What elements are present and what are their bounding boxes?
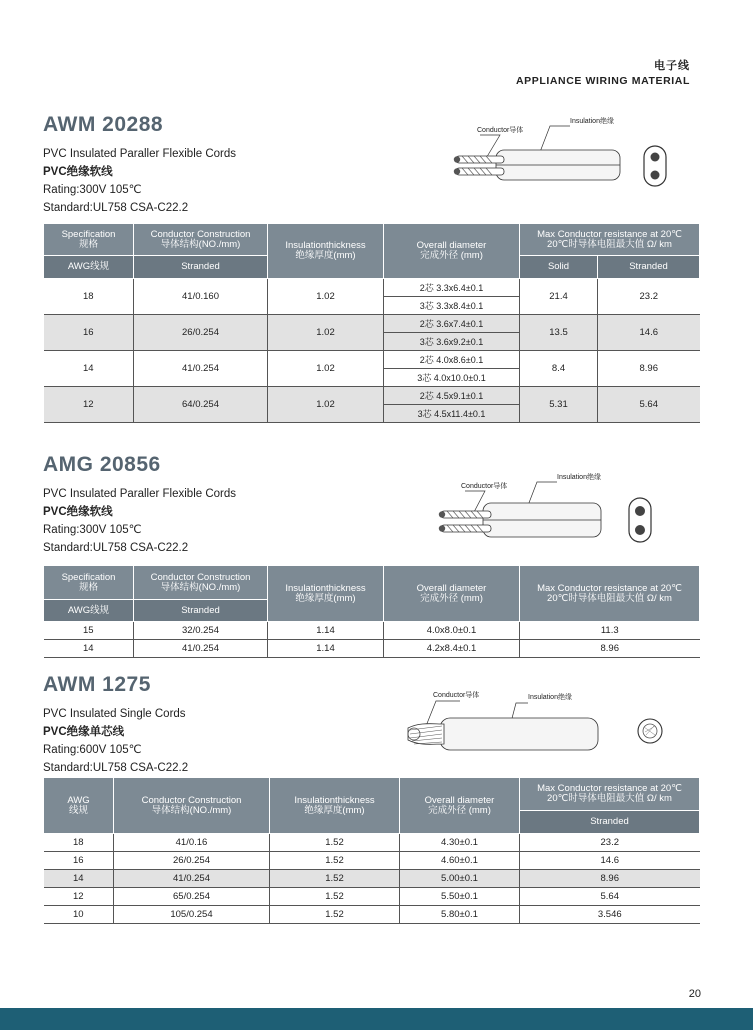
table-row [44,387,700,405]
table-row [44,888,700,906]
cell-solid: 13.5 [520,315,598,351]
cell-resistance: 11.3 [520,622,700,640]
col-header-insulation: Insulationthickness 绝缘厚度(mm) [268,224,384,279]
desc-en: PVC Insulated Paraller Flexible Cords [43,148,237,160]
desc-cn: PVC绝缘软线 [43,506,113,518]
section-title: AWM 1275 [43,673,151,696]
cell-conductor: 26/0.254 [114,852,270,870]
insulation-label: Insulation绝缘 [528,694,572,701]
sub-header-solid: Solid [520,256,598,279]
col-header-overall-diameter: Overall diameter 完成外径 (mm) [400,778,520,834]
cell-resistance: 14.6 [520,852,700,870]
cell-awg: 10 [44,906,114,924]
table-row [44,640,700,658]
table-row [44,870,700,888]
col-header-overall-diameter: Overall diameter 完成外径 (mm) [384,566,520,622]
cell-insulation: 1.14 [268,622,384,640]
cell-insulation: 1.02 [268,315,384,351]
conductor-label: Conductor导体 [477,127,524,134]
cell-conductor: 32/0.254 [134,622,268,640]
cell-insulation: 1.52 [270,852,400,870]
conductor-label: Conductor导体 [433,692,480,699]
cell-solid: 5.31 [520,387,598,423]
standard: Standard:UL758 CSA-C22.2 [43,762,189,774]
cell-awg: 12 [44,387,134,423]
table-row [44,351,700,369]
parallel-cord-diagram-1 [440,112,680,192]
cell-awg: 14 [44,351,134,387]
cell-conductor: 65/0.254 [114,888,270,906]
cell-conductor: 26/0.254 [134,315,268,351]
table-row [44,279,700,297]
sub-header-awg: AWG线规 [44,256,134,279]
rating: Rating:300V 105℃ [43,184,142,196]
cell-resistance: 5.64 [520,888,700,906]
section-title: AWM 20288 [43,113,164,136]
cell-conductor: 41/0.16 [114,834,270,852]
insulation-label: Insulation绝缘 [570,118,614,125]
table-row [44,834,700,852]
cell-stranded: 23.2 [598,279,700,315]
col-header-resistance: Max Conductor resistance at 20℃ 20℃时导体电阻最大值 Ω/ km [520,778,700,811]
col-header-resistance: Max Conductor resistance at 20℃ 20℃时导体电阻最大值 Ω/ km [520,566,700,622]
cross-section [644,146,666,186]
cell-od: 5.00±0.1 [400,870,520,888]
col-header-overall-diameter: Overall diameter 完成外径 (mm) [384,224,520,279]
cell-stranded: 14.6 [598,315,700,351]
standard: Standard:UL758 CSA-C22.2 [43,202,189,214]
cell-od-3core: 3芯 4.5x11.4±0.1 [384,405,520,423]
cell-awg: 18 [44,834,114,852]
cell-conductor: 41/0.254 [114,870,270,888]
cell-od: 4.60±0.1 [400,852,520,870]
sub-header-stranded: Stranded [134,256,268,279]
section-awm-20288 [43,113,236,217]
col-header-insulation: Insulationthickness 绝缘厚度(mm) [270,778,400,834]
cell-awg: 12 [44,888,114,906]
cell-insulation: 1.02 [268,279,384,315]
cell-insulation: 1.02 [268,387,384,423]
cell-resistance: 23.2 [520,834,700,852]
table-row [44,622,700,640]
section-title: AMG 20856 [43,453,161,476]
sub-header-stranded-res: Stranded [598,256,700,279]
cell-stranded: 8.96 [598,351,700,387]
col-header-insulation: Insulationthickness 绝缘厚度(mm) [268,566,384,622]
section-amg-20856 [43,453,236,557]
cell-solid: 8.4 [520,351,598,387]
spec-table-amg-20856 [43,565,700,658]
page-header [516,57,690,87]
standard: Standard:UL758 CSA-C22.2 [43,542,189,554]
sub-header-awg: AWG线规 [44,600,134,622]
single-cord-diagram [400,688,670,758]
cell-od-2core: 2芯 4.0x8.6±0.1 [384,351,520,369]
col-header-conductor: Conductor Construction 导体结构(NO./mm) [134,566,268,600]
cell-od: 5.50±0.1 [400,888,520,906]
header-cn: 电子线 [654,60,690,72]
col-header-awg: AWG 线规 [44,778,114,834]
cell-resistance: 8.96 [520,870,700,888]
cell-od: 4.0x8.0±0.1 [384,622,520,640]
cell-solid: 21.4 [520,279,598,315]
cell-od-2core: 2芯 3.6x7.4±0.1 [384,315,520,333]
desc-cn: PVC绝缘单芯线 [43,726,125,738]
cell-od-2core: 2芯 4.5x9.1±0.1 [384,387,520,405]
footer-bar [0,1008,753,1030]
cell-insulation: 1.02 [268,351,384,387]
cell-od-2core: 2芯 3.3x6.4±0.1 [384,279,520,297]
header-en: APPLIANCE WIRING MATERIAL [515,75,690,87]
cell-awg: 14 [44,640,134,658]
cell-od-3core: 3芯 3.3x8.4±0.1 [384,297,520,315]
cell-stranded: 5.64 [598,387,700,423]
col-header-conductor: Conductor Construction 导体结构(NO./mm) [114,778,270,834]
cell-conductor: 41/0.254 [134,640,268,658]
cell-resistance: 8.96 [520,640,700,658]
cell-od: 4.2x8.4±0.1 [384,640,520,658]
parallel-cord-diagram-2 [425,470,680,550]
rating: Rating:300V 105℃ [43,524,142,536]
col-header-resistance: Max Conductor resistance at 20℃ 20℃时导体电阻最大值 Ω/ km [520,224,700,256]
cell-insulation: 1.52 [270,834,400,852]
desc-en: PVC Insulated Single Cords [43,708,186,720]
cell-awg: 18 [44,279,134,315]
table-row [44,315,700,333]
cell-awg: 14 [44,870,114,888]
section-awm-1275 [43,673,188,777]
cell-od: 5.80±0.1 [400,906,520,924]
cross-section [629,498,651,542]
cell-conductor: 64/0.254 [134,387,268,423]
desc-cn: PVC绝缘软线 [43,166,113,178]
table-row [44,852,700,870]
cell-conductor: 105/0.254 [114,906,270,924]
sub-header-stranded: Stranded [134,600,268,622]
cell-awg: 15 [44,622,134,640]
cell-resistance: 3.546 [520,906,700,924]
col-header-spec: Specification 规格 [44,566,134,600]
page-number: 20 [688,988,701,1000]
cell-insulation: 1.52 [270,906,400,924]
conductor-label: Conductor导体 [461,483,508,490]
col-header-spec: Specification 规格 [44,224,134,256]
rating: Rating:600V 105℃ [43,744,142,756]
cell-awg: 16 [44,852,114,870]
cell-awg: 16 [44,315,134,351]
cell-od: 4.30±0.1 [400,834,520,852]
spec-table-awm-1275 [43,777,700,924]
cord-body [440,718,598,750]
cell-od-3core: 3芯 3.6x9.2±0.1 [384,333,520,351]
col-header-conductor: Conductor Construction 导体结构(NO./mm) [134,224,268,256]
cell-conductor: 41/0.254 [134,351,268,387]
desc-en: PVC Insulated Paraller Flexible Cords [43,488,237,500]
cell-od-3core: 3芯 4.0x10.0±0.1 [384,369,520,387]
cell-insulation: 1.14 [268,640,384,658]
spec-table-awm-20288 [43,223,700,423]
cell-insulation: 1.52 [270,870,400,888]
sub-header-stranded: Stranded [520,811,700,834]
table-row [44,906,700,924]
cell-insulation: 1.52 [270,888,400,906]
insulation-label: Insulation绝缘 [557,474,601,481]
cell-conductor: 41/0.160 [134,279,268,315]
